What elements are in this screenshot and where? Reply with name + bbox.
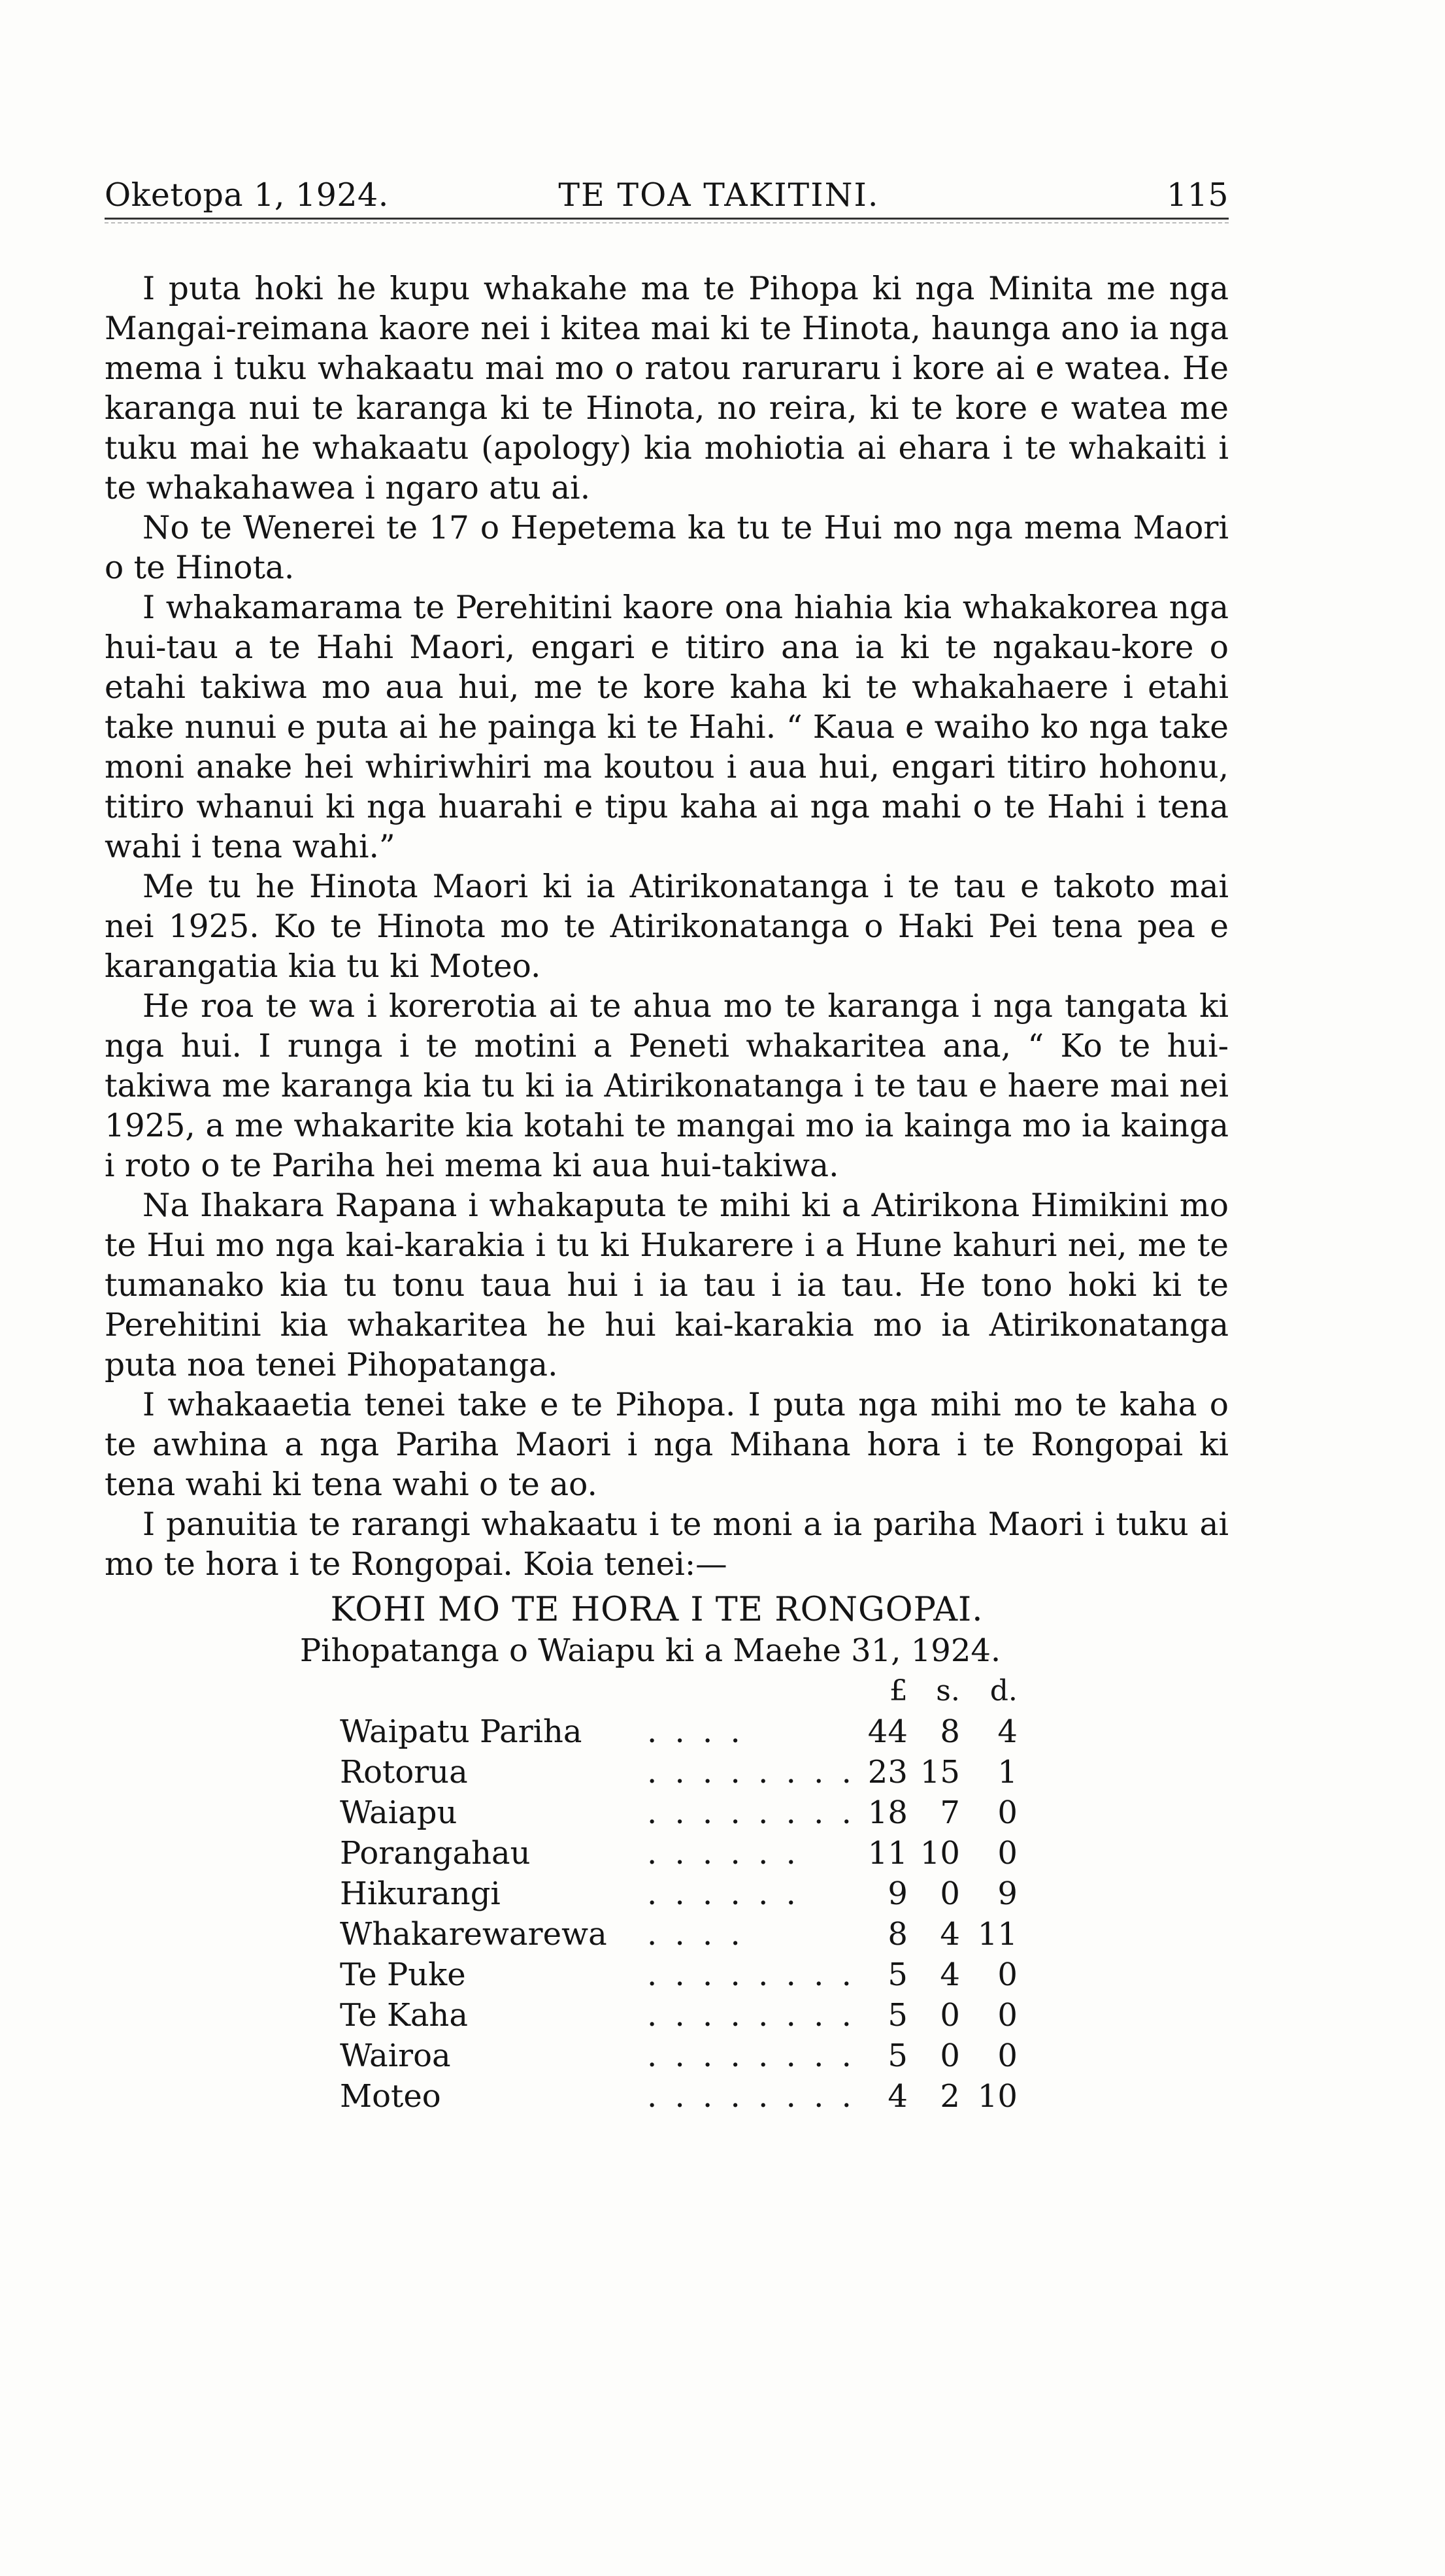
parish-name: Rotorua [340, 1754, 468, 1791]
dot-leader: . . . . . . . . [647, 2038, 855, 2074]
pence-cell: 11 [977, 1916, 1018, 1953]
dot-leader: . . . . . . [647, 1875, 800, 1912]
parish-name: Wairoa [340, 2038, 451, 2074]
shillings-cell: 0 [940, 1997, 960, 2034]
table-header-row [340, 1671, 1018, 1711]
dot-leader: . . . . . . . . [647, 1997, 855, 2034]
dot-leader: . . . . [647, 1713, 744, 1750]
pounds-header: £ [889, 1674, 908, 1708]
pence-cell: 0 [997, 1957, 1018, 1993]
table-row [340, 1955, 1018, 1995]
paragraph: No te Wenerei te 17 o Hepetema ka tu te Hui mo nga mema Maori o te Hinota. [105, 510, 1229, 586]
pence-cell: 0 [997, 1997, 1018, 2034]
paragraph: I whakaaetia tenei take e te Pihopa. I puta nga mihi mo te kaha o te awhina a nga Pariha Maori i nga Mihana hora i te Rongopai ki tena wahi ki tena wahi o te ao. [105, 1387, 1229, 1503]
running-head [105, 176, 1229, 220]
dot-leader: . . . . . . [647, 1835, 800, 1872]
table-row [340, 2036, 1018, 2076]
parish-name: Hikurangi [340, 1875, 501, 1912]
table-row [340, 1792, 1018, 1833]
table-row [340, 1752, 1018, 1792]
shillings-header: s. [936, 1674, 960, 1708]
table-row [340, 1711, 1018, 1752]
shillings-cell: 4 [940, 1957, 960, 1993]
shillings-cell: 10 [920, 1835, 960, 1872]
journal-page [105, 176, 1229, 2117]
table-row [340, 1995, 1018, 2036]
parish-name: Whakarewarewa [340, 1916, 607, 1953]
pence-header: d. [989, 1674, 1018, 1708]
parish-name: Waiapu [340, 1794, 457, 1831]
table-row [340, 1833, 1018, 1874]
paragraph: I panuitia te rarangi whakaatu i te moni a ia pariha Maori i tuku ai mo te hora i te Rongopai. Koia tenei:— [105, 1506, 1229, 1583]
shillings-cell: 4 [940, 1916, 960, 1953]
pounds-cell: 5 [888, 2038, 908, 2074]
pence-cell: 10 [977, 2078, 1018, 2115]
dot-leader: . . . . [647, 1916, 744, 1953]
parish-name: Moteo [340, 2078, 441, 2115]
pounds-cell: 44 [867, 1713, 908, 1750]
shillings-cell: 0 [940, 2038, 960, 2074]
shillings-cell: 15 [920, 1754, 960, 1791]
paragraph: I puta hoki he kupu whakahe ma te Pihopa ki nga Minita me nga Mangai-reimana kaore nei i kitea mai ki te Hinota, haunga ano ia nga mema i tuku whakaatu mai mo o ratou raruraru i kore ai e watea. He karanga nui te karanga ki te Hinota, no reira, ki te kore e watea me tuku mai he whakaatu (apology) kia mohiotia ai ehara i te whakaiti i te whakahawea i ngaro atu ai. [105, 271, 1229, 506]
pence-cell: 0 [997, 1835, 1018, 1872]
pounds-cell: 11 [867, 1835, 908, 1872]
table-title: KOHI MO TE HORA I TE RONGOPAI. [330, 1591, 984, 1629]
parish-name: Waipatu Pariha [340, 1713, 582, 1750]
pounds-cell: 5 [888, 1957, 908, 1993]
pounds-cell: 18 [867, 1794, 908, 1831]
paragraph: I whakamarama te Perehitini kaore ona hiahia kia whakakorea nga hui-tau a te Hahi Maori, engari e titiro ana ia ki te ngakau-kore o etahi takiwa mo aua hui, me te kore kaha ki te whakahaere i etahi take nunui e puta ai he painga ki te Hahi. “ Kaua e waiho ko nga take moni anake hei whiriwhiri ma koutou i aua hui, engari titiro hohonu, titiro whanui ki nga huarahi e tipu kaha ai nga mahi o te Hahi i tena wahi i tena wahi.” [105, 589, 1229, 865]
parish-name: Porangahau [340, 1835, 531, 1872]
table-row [340, 1874, 1018, 1914]
paragraph: Me tu he Hinota Maori ki ia Atirikonatanga i te tau e takoto mai nei 1925. Ko te Hinota mo te Atirikonatanga o Haki Pei tena pea e karangatia kia tu ki Moteo. [105, 868, 1229, 985]
paragraph: He roa te wa i korerotia ai te ahua mo te karanga i nga tangata ki nga hui. I runga i te motini a Peneti whakaritea ana, “ Ko te hui-takiwa me karanga kia tu ki ia Atirikonatanga i te tau e haere mai nei 1925, a me whakarite kia kotahi te mangai mo ia kainga mo ia kainga i roto o te Pariha hei mema ki aua hui-takiwa. [105, 988, 1229, 1184]
article-body [105, 269, 1229, 1585]
dot-leader: . . . . . . . . [647, 1754, 855, 1791]
dot-leader: . . . . . . . . [647, 1794, 855, 1831]
table-row [340, 2076, 1018, 2117]
blank-header [340, 1671, 647, 1711]
pounds-cell: 9 [888, 1875, 908, 1912]
header-rule [105, 222, 1229, 223]
pence-cell: 0 [997, 1794, 1018, 1831]
pence-cell: 0 [997, 2038, 1018, 2074]
shillings-cell: 7 [940, 1794, 960, 1831]
paragraph: Na Ihakara Rapana i whakaputa te mihi ki a Atirikona Himikini mo te Hui mo nga kai-karakia i tu ki Hukarere i a Hune kahuri nei, me te tumanako kia tu tonu taua hui i ia tau i ia tau. He tono hoki ki te Perehitini kia whakaritea he hui kai-karakia mo ia Atirikonatanga puta noa tenei Pihopatanga. [105, 1187, 1229, 1383]
pence-cell: 4 [997, 1713, 1018, 1750]
shillings-cell: 8 [940, 1713, 960, 1750]
issue-date: Oketopa 1, 1924. [105, 176, 389, 214]
pounds-cell: 5 [888, 1997, 908, 2034]
pounds-cell: 8 [888, 1916, 908, 1953]
table-subtitle: Pihopatanga o Waiapu ki a Maehe 31, 1924. [299, 1632, 1001, 1669]
table-row [340, 1914, 1018, 1955]
collection-table-block [105, 1590, 1229, 2117]
pounds-cell: 23 [867, 1754, 908, 1791]
journal-title: TE TOA TAKITINI. [558, 176, 880, 214]
page-number: 115 [1166, 176, 1229, 214]
parish-name: Te Puke [340, 1957, 466, 1993]
shillings-cell: 2 [940, 2078, 960, 2115]
blank-header [647, 1671, 855, 1711]
pence-cell: 1 [997, 1754, 1018, 1791]
shillings-cell: 0 [940, 1875, 960, 1912]
collection-table [340, 1671, 1018, 2117]
dot-leader: . . . . . . . . [647, 1957, 855, 1993]
pounds-cell: 4 [888, 2078, 908, 2115]
dot-leader: . . . . . . . . [647, 2078, 855, 2115]
pence-cell: 9 [997, 1875, 1018, 1912]
parish-name: Te Kaha [340, 1997, 468, 2034]
